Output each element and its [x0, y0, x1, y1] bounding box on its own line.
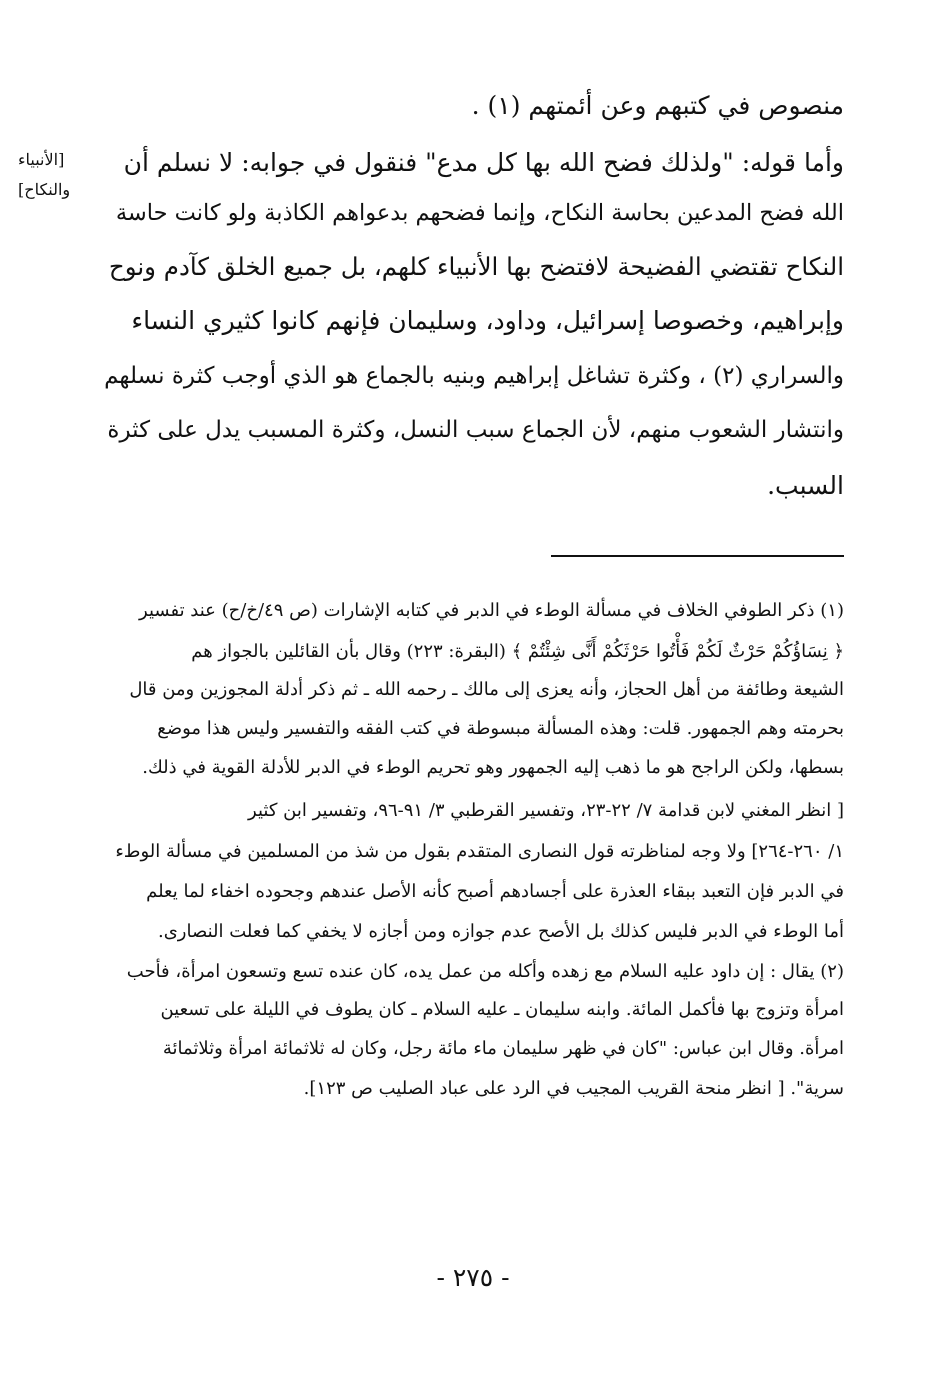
footnote-line-10: (٢) يقال : إن داود عليه السلام مع زهده وأكله من عمل يده، كان عنده تسع وتسعون امرأة، فأحب: [126, 961, 844, 982]
footnote-line-1: (١) ذكر الطوفي الخلاف في مسألة الوطء في الدبر في كتابه الإشارات (ص ٤٩/خ/ح) عند تفسير: [139, 600, 844, 621]
page-number: - ٢٧٥ -: [436, 1263, 510, 1292]
footnote-line-5: بسطها، ولكن الراجح هو ما ذهب إليه الجمهور وهو تحريم الوطء في الدبر للأدلة القوية في ذلك.: [142, 757, 844, 778]
main-text-line-1: منصوص في كتبهم وعن أئمتهم (١) .: [471, 91, 844, 120]
main-text-line-3: الله فضح المدعين بحاسة النكاح، وإنما فضحهم بدعواهم الكاذبة ولو كانت حاسة: [115, 200, 844, 226]
main-text-line-7: وانتشار الشعوب منهم، لأن الجماع سبب النسل، وكثرة المسبب يدل على كثرة: [107, 417, 844, 443]
footnote-line-13: سرية". [ انظر منحة القريب المجيب في الرد على عباد الصليب ص ١٢٣].: [303, 1078, 844, 1099]
footnote-separator: [551, 555, 844, 557]
footnote-line-2: ﴿ نِسَاؤُكُمْ حَرْثٌ لَكُمْ فَأْتُوا حَرْثَكُمْ أَنَّى شِئْتُمْ ﴾ (البقرة: ٢٢٣) وقال بأن القائلين بالجواز هم: [191, 641, 844, 662]
margin-note-line-2: والنكاح]: [18, 180, 71, 199]
margin-note-line-1: [الأنبياء: [18, 150, 65, 169]
main-text-line-6: والسراري (٢) ، وكثرة تشاغل إبراهيم وبنيه بالجماع هو الذي أوجب كثرة نسلهم: [104, 363, 844, 389]
main-text-line-8: السبب.: [767, 471, 844, 500]
footnote-line-11: امرأة وتزوج بها فأكمل المائة. وابنه سليمان ـ عليه السلام ـ كان يطوف في الليلة على تسعين: [160, 999, 844, 1020]
footnote-line-12: امرأة. وقال ابن عباس: "كان في ظهر سليمان ماء مائة رجل، وكان له ثلاثمائة امرأة وثلاثمائة: [162, 1038, 844, 1059]
main-text-line-4: النكاح تقتضي الفضيحة لافتضح بها الأنبياء كلهم، بل جميع الخلق كآدم ونوح: [108, 252, 844, 281]
footnote-line-7: ١/ ٢٦٠-٢٦٤] ولا وجه لمناظرته قول النصارى المتقدم بقول من شذ من المسلمين في مسألة الوطء: [115, 841, 844, 862]
footnote-line-9: أما الوطء في الدبر فليس كذلك بل الأصح عدم جوازه ومن أجازه لا يخفي كما فعلت النصارى.: [157, 921, 844, 942]
main-text-line-2: وأما قوله: "ولذلك فضح الله بها كل مدع" فنقول في جوابه: لا نسلم أن: [123, 148, 844, 177]
footnote-line-4: بحرمته وهم الجمهور. قلت: وهذه المسألة مبسوطة في كتب الفقه والتفسير وليس هذا موضع: [157, 718, 844, 739]
footnote-line-3: الشيعة وطائفة من أهل الحجاز، وأنه يعزى إلى مالك ـ رحمه الله ـ ثم ذكر أدلة المجوزين ومن قال: [129, 679, 844, 700]
footnote-line-6: [ انظر المغني لابن قدامة ٧/ ٢٢-٢٣، وتفسير القرطبي ٣/ ٩١-٩٦، وتفسير ابن كثير: [248, 800, 844, 821]
main-text-line-5: وإبراهيم، وخصوصا إسرائيل، وداود، وسليمان فإنهم كانوا كثيري النساء: [131, 306, 844, 335]
footnote-line-8: في الدبر فإن التعبد ببقاء العذرة على أجسادهم أصبح كأنه الأصل عندهم وجحوده اخفاء لما يعلم: [146, 881, 844, 902]
